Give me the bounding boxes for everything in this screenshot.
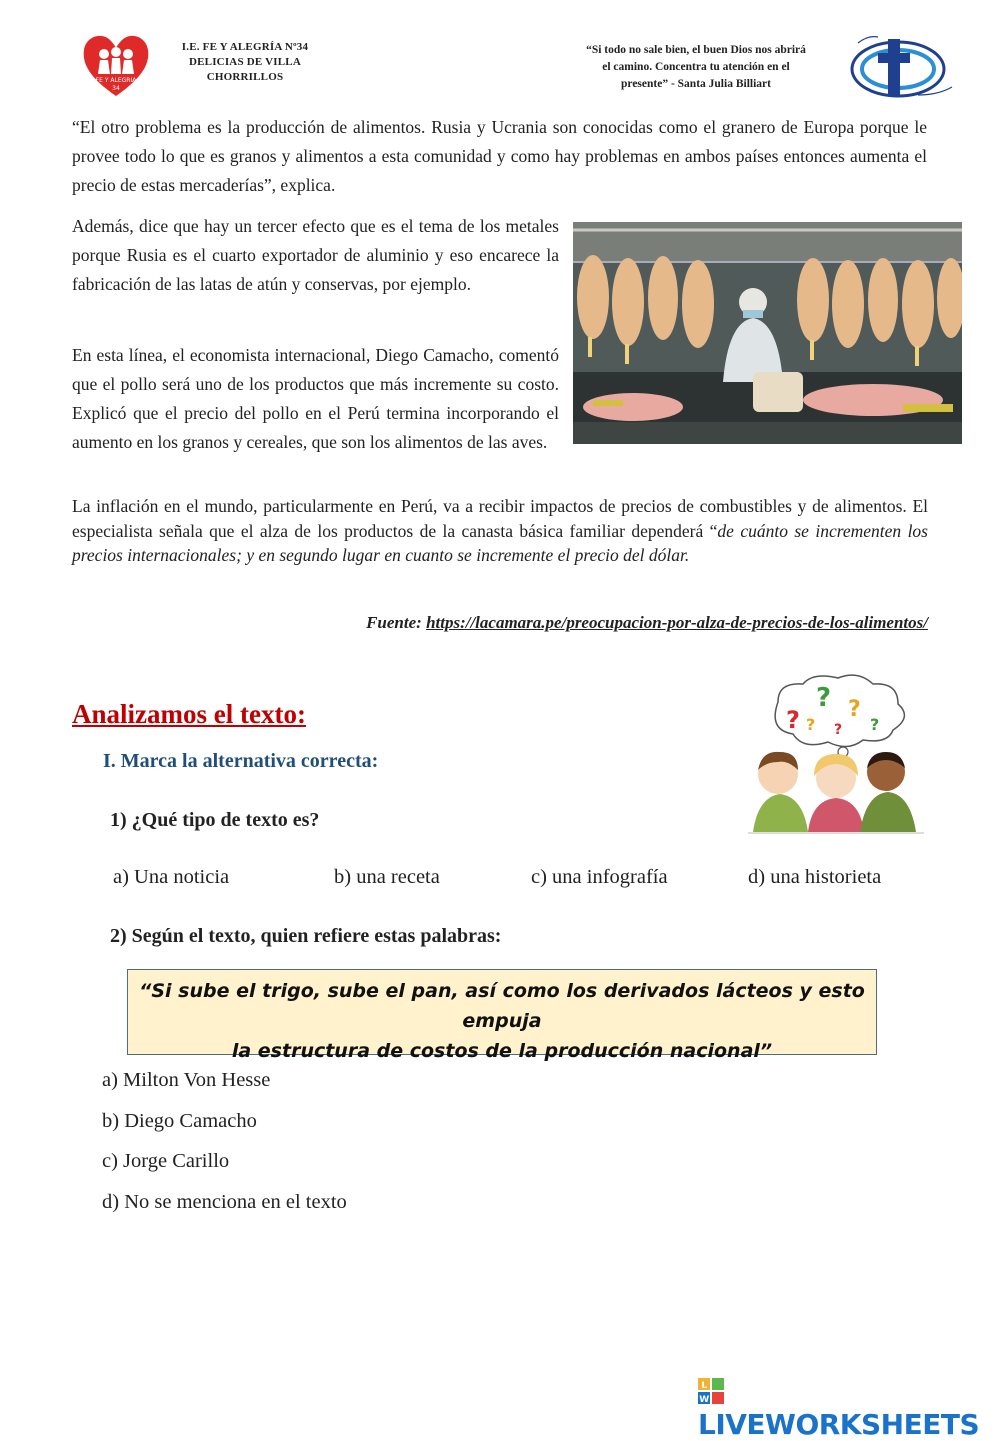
svg-text:?: ? bbox=[848, 697, 861, 722]
q2-option-c[interactable]: c) Jorge Carillo bbox=[102, 1150, 230, 1172]
school-name bbox=[160, 40, 330, 85]
svg-text:?: ? bbox=[834, 722, 843, 738]
svg-text:?: ? bbox=[870, 715, 880, 734]
section-subtitle: I. Marca la alternativa correcta: bbox=[103, 750, 379, 772]
question-2-prompt: 2) Según el texto, quien refiere estas palabras: bbox=[110, 925, 502, 947]
logo-text-name: FE Y ALEGRIA bbox=[95, 77, 137, 84]
brand-mark-letter: L bbox=[701, 1381, 707, 1391]
q2-option-a[interactable]: a) Milton Von Hesse bbox=[102, 1069, 271, 1091]
school-line: DELICIAS DE VILLA bbox=[188, 56, 301, 68]
school-line: I.E. FE Y ALEGRÍA Nº34 bbox=[181, 41, 309, 53]
article-paragraph-1: “El otro problema es la producción de alimentos. Rusia y Ucrania son conocidas como el granero de Europa porque le provee todo lo que es granos y alimentos a esta comunidad y como hay problemas en ambos países entonces aumenta el precio de estas mercaderías”, explica. bbox=[72, 117, 927, 195]
q2-option-d[interactable]: d) No se menciona en el texto bbox=[102, 1191, 347, 1213]
question-1-prompt: 1) ¿Qué tipo de texto es? bbox=[110, 809, 320, 831]
congregation-logo bbox=[848, 33, 958, 103]
quote-box bbox=[127, 969, 877, 1062]
quote-box-line: la estructura de costos de la producción nacional” bbox=[231, 1040, 773, 1062]
source-label: Fuente: bbox=[366, 613, 427, 632]
header-quote bbox=[555, 42, 837, 93]
svg-text:?: ? bbox=[816, 683, 832, 713]
brand-mark-letter: W bbox=[699, 1395, 709, 1404]
quote-line: presente” - Santa Julia Billiart bbox=[621, 78, 771, 90]
quote-line: el camino. Concentra tu atención en el bbox=[602, 61, 790, 73]
school-logo bbox=[80, 30, 152, 100]
paragraph-4-italic: de cuánto se incrementen los precios internacionales; y en segundo lugar en cuanto se incremente el precio del dólar. bbox=[72, 520, 928, 565]
svg-text:?: ? bbox=[806, 715, 816, 734]
article-paragraph-4 bbox=[72, 494, 928, 568]
liveworksheets-brand bbox=[698, 1378, 1000, 1441]
chicken-market-photo bbox=[573, 222, 962, 444]
liveworksheets-wordmark: LIVEWORKSHEETS bbox=[698, 1408, 980, 1441]
source-link[interactable]: https://lacamara.pe/preocupacion-por-alza-de-precios-de-los-alimentos/ bbox=[426, 613, 928, 632]
article-paragraph-2: Además, dice que hay un tercer efecto que es el tema de los metales porque Rusia es el cuarto exportador de aluminio y eso encarece la fabricación de las latas de atún y conservas, por ejemplo. bbox=[72, 216, 559, 294]
section-title: Analizamos el texto: bbox=[72, 699, 306, 729]
q1-option-b[interactable]: b) una receta bbox=[334, 866, 440, 888]
q1-option-d[interactable]: d) una historieta bbox=[748, 866, 882, 888]
thinking-children-illustration bbox=[748, 672, 924, 835]
q2-option-b[interactable]: b) Diego Camacho bbox=[102, 1110, 257, 1132]
school-line: CHORRILLOS bbox=[206, 71, 284, 83]
q1-option-c[interactable]: c) una infografía bbox=[531, 866, 668, 888]
article-paragraph-3: En esta línea, el economista internacional, Diego Camacho, comentó que el pollo será uno de los productos que más incremente su costo. Explicó que el precio del pollo en el Perú termina incorporando el aumento en los granos y cereales, que son los alimentos de las aves. bbox=[72, 345, 559, 452]
liveworksheets-logo-icon bbox=[698, 1378, 724, 1410]
source-line bbox=[72, 613, 928, 633]
paragraph-4-plain: La inflación en el mundo, particularmente en Perú, va a recibir impactos de precios de combustibles y de alimentos. El especialista señala que el alza de los productos de la canasta básica familiar dependerá “ bbox=[72, 496, 928, 541]
svg-text:?: ? bbox=[786, 706, 800, 734]
q1-option-a[interactable]: a) Una noticia bbox=[113, 866, 230, 888]
logo-text-number: 34 bbox=[112, 85, 120, 92]
quote-box-line: “Si sube el trigo, sube el pan, así como los derivados lácteos y esto empuja bbox=[139, 980, 865, 1032]
quote-line: “Si todo no sale bien, el buen Dios nos abrirá bbox=[586, 44, 806, 56]
